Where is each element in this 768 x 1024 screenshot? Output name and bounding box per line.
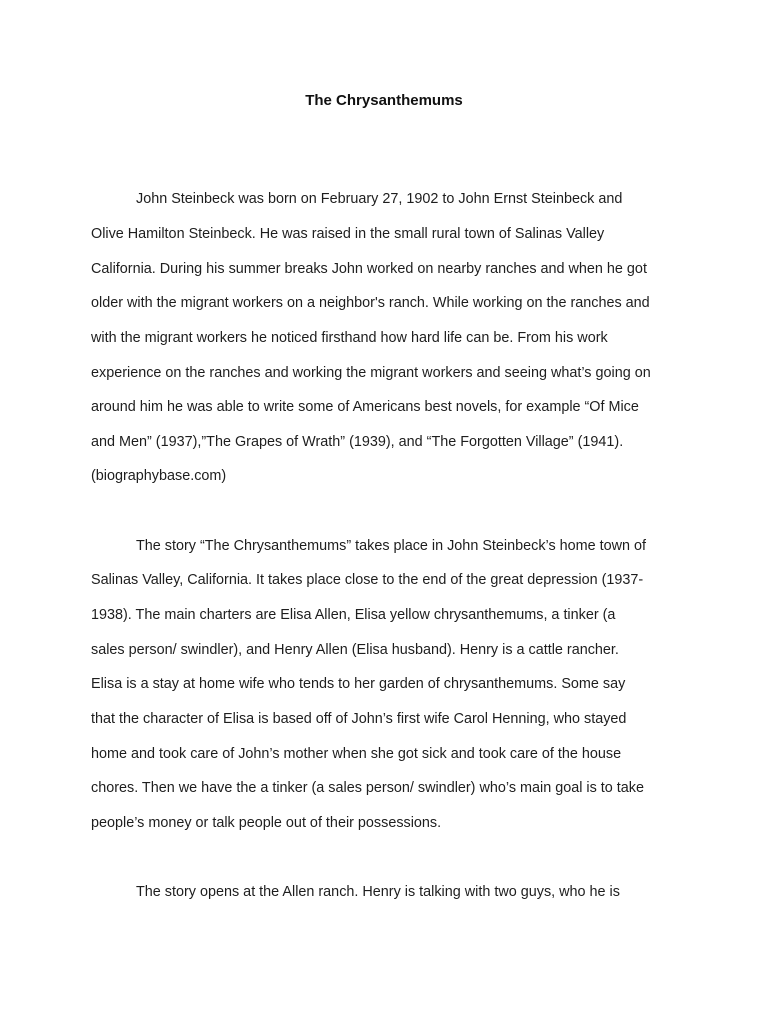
paragraph-1-line-6: experience on the ranches and working the migrant workers and seeing what’s going on xyxy=(91,365,651,381)
paragraph-2-line-4: sales person/ swindler), and Henry Allen (Elisa husband). Henry is a cattle rancher. xyxy=(91,642,619,658)
paragraph-1-line-8: and Men” (1937),”The Grapes of Wrath” (1939), and “The Forgotten Village” (1941). xyxy=(91,434,624,450)
paragraph-2-line-3: 1938). The main charters are Elisa Allen, Elisa yellow chrysanthemums, a tinker (a xyxy=(91,607,616,623)
paragraph-2-line-5: Elisa is a stay at home wife who tends to her garden of chrysanthemums. Some say xyxy=(91,676,626,692)
paragraph-2-line-6: that the character of Elisa is based off of John’s first wife Carol Henning, who stayed xyxy=(91,711,627,727)
paragraph-3-line-1: The story opens at the Allen ranch. Henry is talking with two guys, who he is xyxy=(136,884,620,900)
paragraph-2-line-9: people’s money or talk people out of their possessions. xyxy=(91,815,442,831)
paragraph-1-line-2: Olive Hamilton Steinbeck. He was raised in the small rural town of Salinas Valley xyxy=(91,226,605,242)
paragraph-2-line-2: Salinas Valley, California. It takes place close to the end of the great depression (1937- xyxy=(91,572,644,588)
paragraph-1-line-1: John Steinbeck was born on February 27, 1902 to John Ernst Steinbeck and xyxy=(136,191,623,207)
document-title: The Chrysanthemums xyxy=(305,92,463,109)
paragraph-2-line-8: chores. Then we have the a tinker (a sales person/ swindler) who’s main goal is to take xyxy=(91,780,644,796)
paragraph-1-line-3: California. During his summer breaks John worked on nearby ranches and when he got xyxy=(91,261,647,277)
paragraph-2-line-1: The story “The Chrysanthemums” takes place in John Steinbeck’s home town of xyxy=(136,538,647,554)
paragraph-2-line-7: home and took care of John’s mother when she got sick and took care of the house xyxy=(91,746,622,762)
paragraph-1-line-9: (biographybase.com) xyxy=(91,468,227,484)
paragraph-1-line-7: around him he was able to write some of Americans best novels, for example “Of Mice xyxy=(91,399,639,415)
paragraph-1-line-5: with the migrant workers he noticed firsthand how hard life can be. From his work xyxy=(91,330,608,346)
paragraph-1-line-4: older with the migrant workers on a neighbor's ranch. While working on the ranches and xyxy=(91,295,650,311)
